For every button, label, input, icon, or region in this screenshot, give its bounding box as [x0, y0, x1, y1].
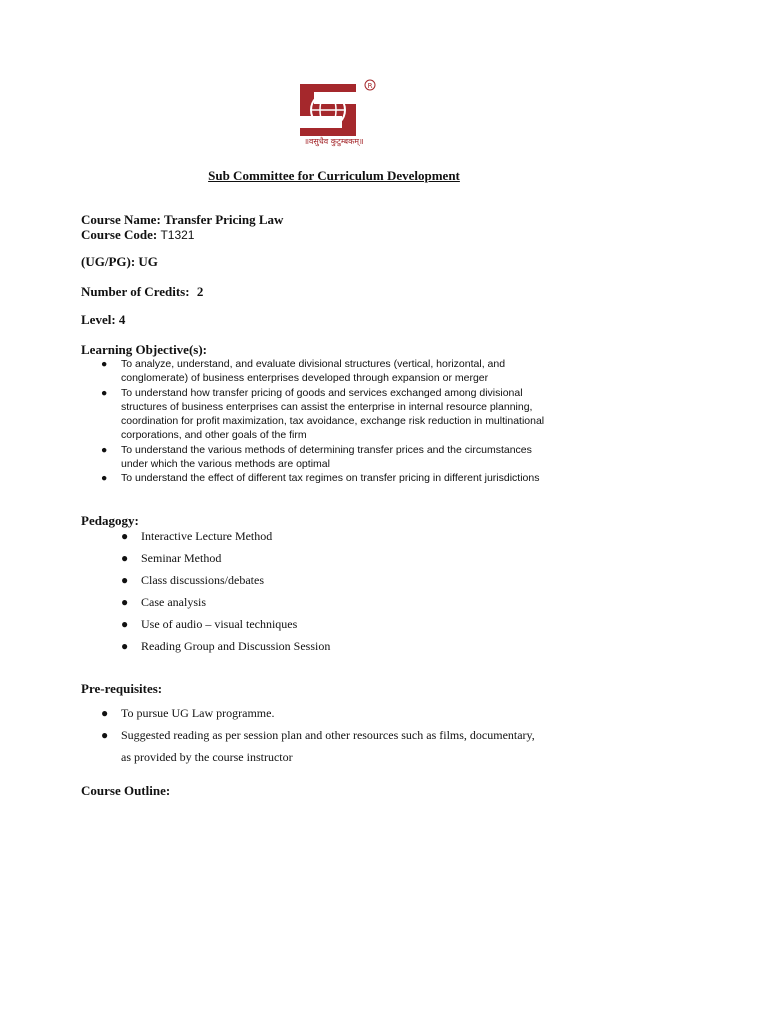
document-title: Sub Committee for Curriculum Development [208, 168, 460, 183]
pedagogy-heading: Pedagogy: [81, 513, 139, 528]
course-name-label: Course Name: [81, 212, 161, 227]
level-row [81, 312, 125, 328]
prerequisites-list [101, 702, 601, 768]
course-code-value: T1321 [160, 228, 195, 242]
course-name-value: Transfer Pricing Law [164, 212, 284, 227]
level-value: 4 [118, 312, 126, 327]
course-code-label: Course Code: [81, 227, 158, 242]
program-level-label: (UG/PG): [81, 254, 136, 269]
bullet-icon: ● [121, 617, 129, 631]
list-item: ● To pursue UG Law programme. [101, 702, 601, 724]
list-item: ● Reading Group and Discussion Session [121, 639, 331, 653]
bullet-icon: ● [121, 573, 129, 587]
program-level-value: UG [138, 254, 158, 269]
program-level-row [81, 254, 158, 270]
prerequisites-heading: Pre-requisites: [81, 681, 163, 696]
learning-objectives-heading: Learning Objective(s): [81, 342, 208, 357]
bullet-icon: ● [101, 386, 108, 399]
bullet-icon: ● [101, 472, 108, 485]
credits-value: 2 [196, 284, 204, 299]
list-item: ● Use of audio – visual techniques [121, 617, 298, 631]
logo-motto: ॥वसुधैव कुटुम्बकम्॥ [304, 137, 364, 146]
learning-objectives-list [101, 357, 601, 486]
credits-label: Number of Credits: [81, 284, 190, 299]
bullet-icon: ● [101, 358, 108, 370]
pedagogy-list [121, 527, 330, 659]
bullet-icon: ● [101, 728, 109, 742]
list-item: ● Interactive Lecture Method [121, 529, 273, 543]
list-item: ● To understand how transfer pricing of goods and services exchanged among divisional structures of business enterprises can assist the enterprise in internal resource planning, coordination for profit maximization, tax avoidance, exchange risk reduction in multinational corporations, and other goals of the firm [101, 386, 545, 442]
list-item: ● Case analysis [121, 595, 206, 609]
course-code-row [81, 227, 194, 243]
bullet-icon: ● [101, 706, 109, 720]
credits-row [81, 284, 203, 300]
bullet-icon: ● [101, 443, 108, 456]
course-outline-heading: Course Outline: [81, 783, 171, 798]
bullet-icon: ● [121, 529, 129, 543]
registered-mark: R [367, 82, 373, 90]
list-item: ● To understand the various methods of determining transfer prices and the circumstances under which the various methods are optimal [101, 443, 532, 471]
bullet-icon: ● [121, 551, 129, 565]
list-item: ● Suggested reading as per session plan and other resources such as films, documentary, as provided by the course instructor [101, 724, 601, 768]
list-item: ● Seminar Method [121, 551, 222, 565]
list-item: ● To understand the effect of different tax regimes on transfer pricing in different jurisdictions [101, 472, 540, 485]
list-item: ● Class discussions/debates [121, 573, 264, 587]
level-label: Level: [81, 312, 116, 327]
bullet-icon: ● [121, 595, 129, 609]
bullet-icon: ● [121, 639, 129, 653]
list-item: ● To analyze, understand, and evaluate divisional structures (vertical, horizontal, and conglomerate) of business enterprises developed through expansion or merger [101, 358, 506, 385]
course-name-row [81, 212, 283, 228]
